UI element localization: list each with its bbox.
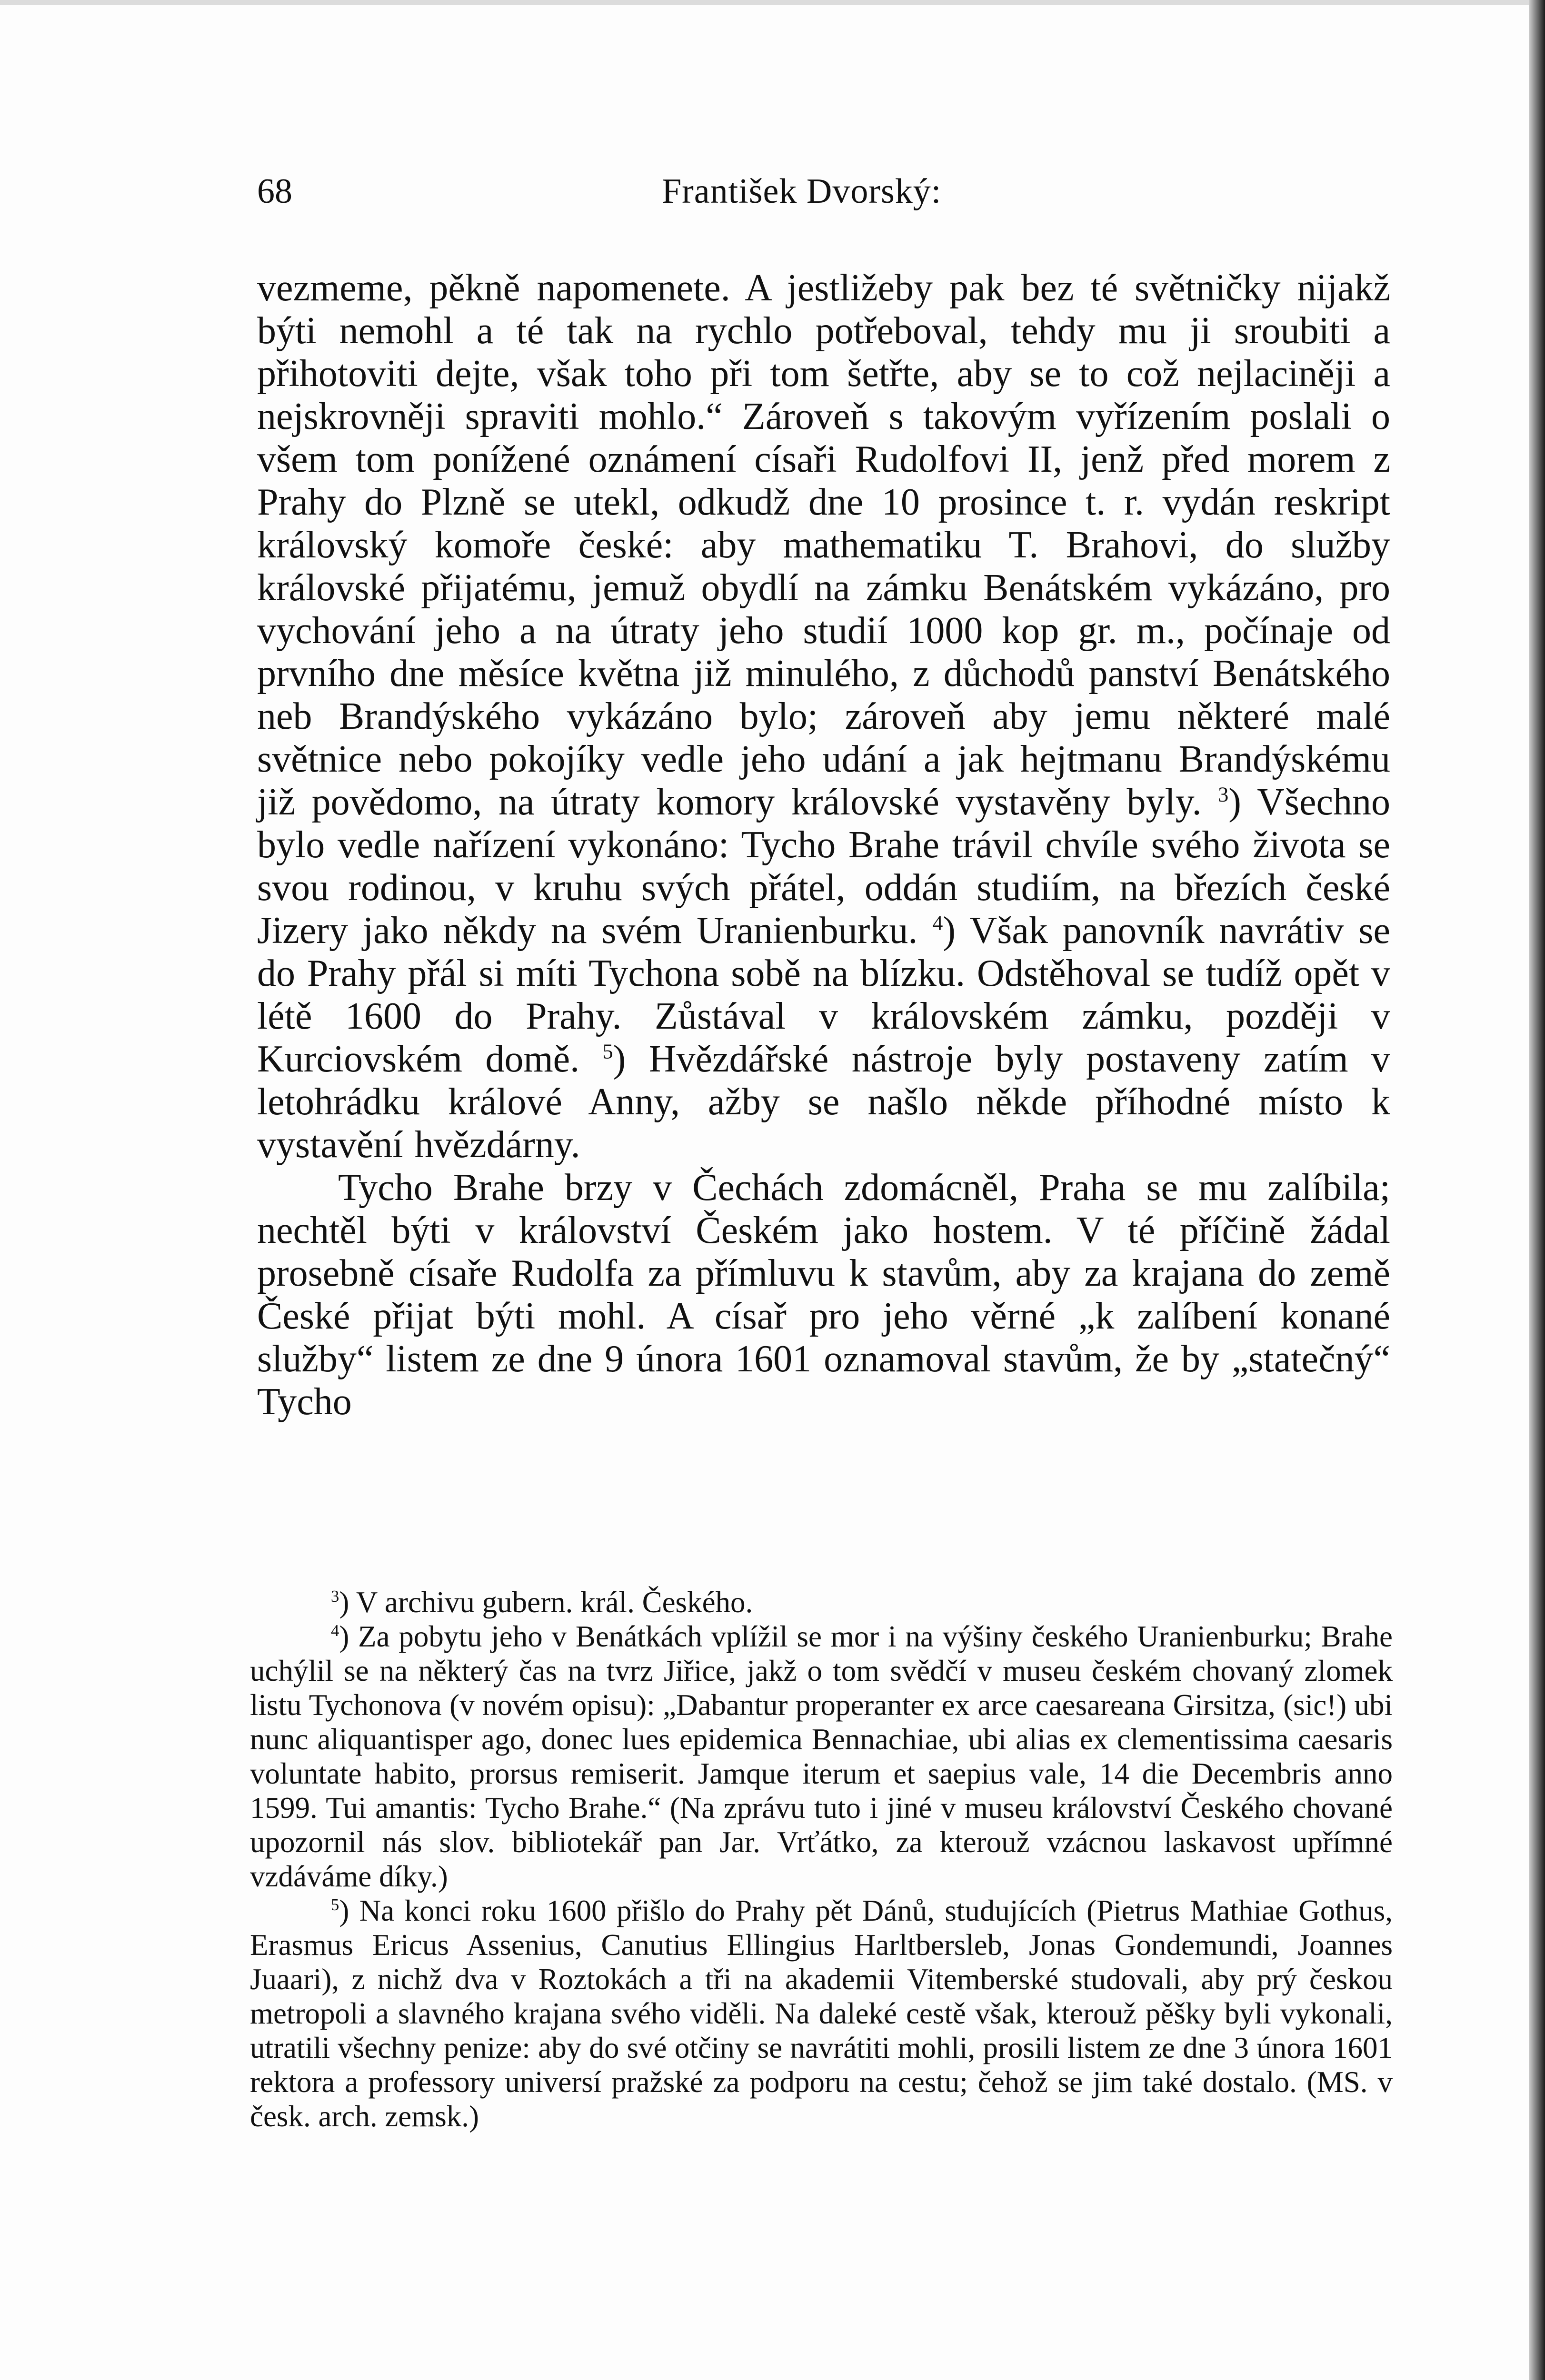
footnote-3-mark: 3 [331,1587,339,1606]
page-binding-shadow [1529,0,1545,2380]
paragraph-1-part-1: vezmeme, pěkně napomenete. A jestližeby pak bez té světničky nijakž býti nemohl a té tak na rychlo potřeboval, tehdy mu ji sroubiti a přihotoviti dejte, však toho při tom šetřte, aby se to což nejlaciněji a nejskrovněji spraviti mohlo.“ Zároveň s takovým vyřízením poslali o všem tom ponížené oznámení císaři Rudolfovi II, jenž před morem z Prahy do Plzně se utekl, odkudž dne 10 prosince t. r. vydán reskript královský komoře české: aby mathematiku T. Brahovi, do služby královské přijatému, jemuž obydlí na zámku Benátském vykázáno, pro vychování jeho a na útraty jeho studií 1000 kop gr. m., počínaje od prvního dne měsíce května již minulého, z důchodů panství Benátského neb Brandýského vykázáno bylo; zároveň aby jemu některé malé světnice nebo pokojíky vedle jeho udání a jak hejtmanu Brandýskému již povědomo, na útraty komory královské vystavěny byly. [257,267,1390,823]
footnote-5-text: ) Na konci roku 1600 přišlo do Prahy pět Dánů, studujících (Pietrus Mathiae Gothus, Erasmus Ericus Assenius, Canutius Ellingius Harltbersleb, Jonas Gondemundi, Joannes Juaari), z nichž dva v Roztokách a tři na akademii Vitemberské studovali, aby prý českou metropoli a slavného krajana svého viděli. Na daleké cestě však, kterouž pěšky byli vykonali, utratili všechny penize: aby do své otčiny se navrátiti mohli, prosili listem ze dne 3 února 1601 rektora a professory universí pražské za podporu na cestu; čehož se jim také dostalo. (MS. v česk. arch. zemsk.) [250,1894,1393,2133]
page-header [257,162,1390,219]
footnote-5-mark: 5 [331,1896,339,1914]
footnote-3-text: ) V archivu gubern. král. Českého. [339,1586,753,1619]
footnote-ref-3: 3 [1218,783,1229,806]
main-text [257,267,1390,1423]
page-top-edge [0,0,1545,5]
footnotes [250,1585,1393,2133]
page-number: 68 [257,172,292,211]
footnote-ref-5: 5 [602,1040,613,1063]
paragraph-1 [257,267,1390,1166]
running-head: František Dvorský: [662,172,942,211]
footnote-4 [250,1619,1393,1894]
footnote-4-mark: 4 [331,1622,339,1640]
paragraph-2: Tycho Brahe brzy v Čechách zdomácněl, Praha se mu zalíbila; nechtěl býti v království Českém jako hostem. V té příčině žádal prosebně císaře Rudolfa za přímluvu k stavům, aby za krajana do země České přijat býti mohl. A císař pro jeho věrné „k zalíbení konané služby“ listem ze dne 9 února 1601 oznamoval stavům, že by „statečný“ Tycho [257,1167,1390,1423]
paragraph-1-part-2: ) Všechno bylo vedle nařízení vykonáno: Tycho Brahe trávil chvíle svého života se svou rodinou, v kruhu svých přátel, oddán studiím, na březích české Jizery jako někdy na svém Uranienburku. [257,781,1391,952]
footnote-3 [250,1585,1393,1619]
paragraph-1-part-4: ) Hvězdářské nástroje byly postaveny zatím v letohrádku králové Anny, ažby se našlo někde příhodné místo k vystavění hvězdárny. [257,1038,1390,1166]
footnote-4-text: ) Za pobytu jeho v Benátkách vplížil se mor i na výšiny českého Uranienburku; Brahe uchýlil se na některý čas na tvrz Jiřice, jakž o tom svědčí v museu českém chovaný zlomek listu Tychonova (v novém opisu): „Dabantur properanter ex arce caesareana Girsitza, (sic!) ubi nunc aliquantisper ago, donec lues epidemica Bennachiae, ubi alias ex clementissima caesaris voluntate habito, prorsus remiserit. Jamque iterum et saepius vale, 14 die Decembris anno 1599. Tui amantis: Tycho Brahe.“ (Na zprávu tuto i jiné v museu království Českého chované upozornil nás slov. bibliotekář pan Jar. Vrťátko, za kterouž vzácnou laskavost upřímné vzdáváme díky.) [250,1620,1393,1893]
footnote-ref-4: 4 [932,911,943,935]
paragraph-1-part-3: ) Však panovník navrátiv se do Prahy přál si míti Tychona sobě na blízku. Odstěhoval se tudíž opět v létě 1600 do Prahy. Zůstával v královském zámku, později v Kurciovském domě. [257,910,1391,1080]
footnote-5 [250,1894,1393,2133]
